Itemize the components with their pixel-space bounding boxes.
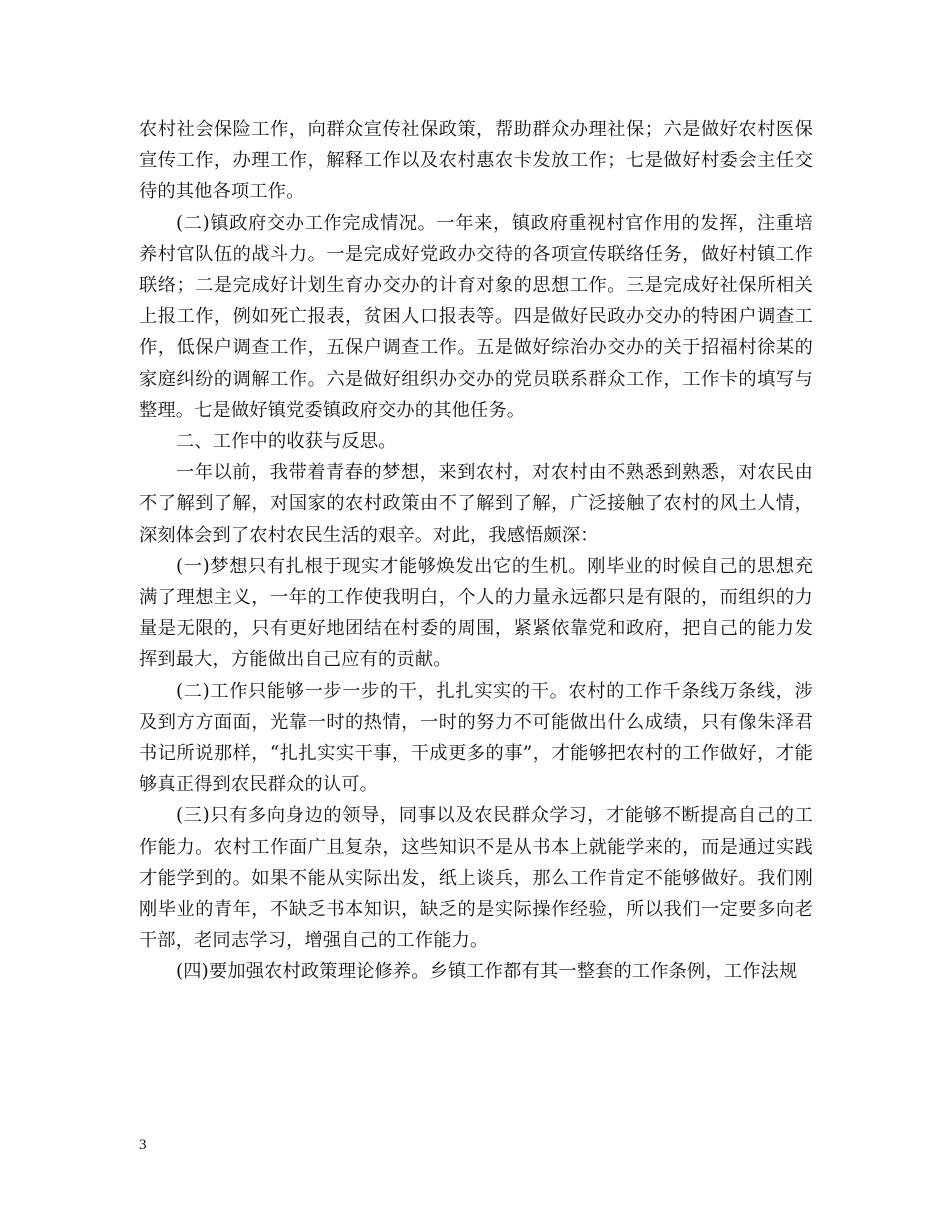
section-heading: 二、工作中的收获与反思。 (176, 431, 397, 453)
paragraph-2: (二)镇政府交办工作完成情况。一年来，镇政府重视村官作用的发挥，注重培养村官队伍的战斗力。一是完成好党政办交待的各项宣传联络任务，做好村镇工作联络；二是完成好计划生育办交办的计育对象的思想工作。三是完成好社保所相关上报工作，例如死亡报表，贫困人口报表等。四是做好民政办交办的特困户调查工作，低保户调查工作，五保户调查工作。五是做好综治办交办的关于招福村徐某的家庭纠纷的调解工作。六是做好组织办交办的党员联系群众工作，工作卡的填写与整理。七是做好镇党委镇政府交办的其他任务。 (139, 212, 813, 421)
document-body (139, 114, 813, 988)
paragraph-4: 一年以前，我带着青春的梦想，来到农村，对农村由不熟悉到熟悉，对农民由不了解到了解，对国家的农村政策由不了解到了解，广泛接触了农村的风土人情，深刻体会到了农村农民生活的艰辛。对此，我感悟颇深： (139, 462, 813, 546)
paragraph-5: (一)梦想只有扎根于现实才能够焕发出它的生机。刚毕业的时候自己的思想充满了理想主义，一年的工作使我明白，个人的力量永远都只是有限的，而组织的力量是无限的，只有更好地团结在村委的周围，紧紧依靠党和政府，把自己的能力发挥到最大，方能做出自己应有的贡献。 (139, 555, 813, 671)
page-number: 3 (139, 1137, 147, 1153)
paragraph-8: (四)要加强农村政策理论修养。乡镇工作都有其一整套的工作条例，工作法规 (176, 961, 798, 983)
paragraph-7: (三)只有多向身边的领导，同事以及农民群众学习，才能够不断提高自己的工作能力。农村工作面广且复杂，这些知识不是从书本上就能学来的，而是通过实践才能学到的。如果不能从实际出发，纸上谈兵，那么工作肯定不能够做好。我们刚刚毕业的青年，不缺乏书本知识，缺乏的是实际操作经验，所以我们一定要多向老干部，老同志学习，增强自己的工作能力。 (139, 805, 813, 952)
paragraph-6: (二)工作只能够一步一步的干，扎扎实实的干。农村的工作千条线万条线，涉及到方方面面，光靠一时的热情，一时的努力不可能做出什么成绩，只有像朱泽君书记所说那样，“扎扎实实干事，干成更多的事”，才能够把农村的工作做好，才能够真正得到农民群众的认可。 (139, 680, 813, 796)
paragraph-1: 农村社会保险工作，向群众宣传社保政策，帮助群众办理社保；六是做好农村医保宣传工作，办理工作，解释工作以及农村惠农卡发放工作；七是做好村委会主任交待的其他各项工作。 (139, 119, 813, 203)
